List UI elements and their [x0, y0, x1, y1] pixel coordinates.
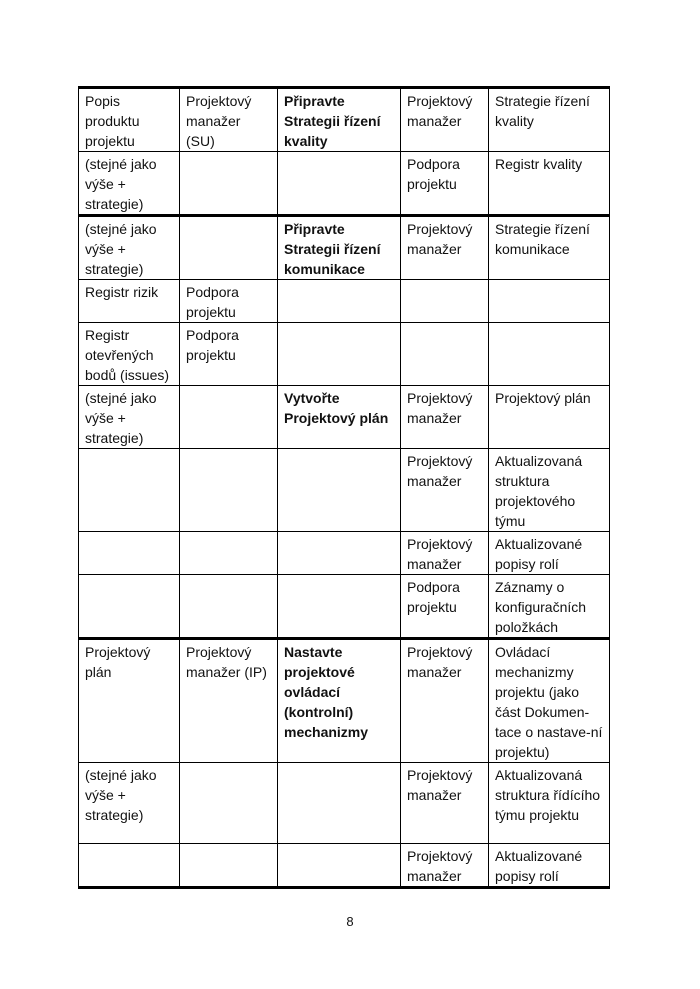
- table-cell-input: Registr otevřených bodů (issues): [79, 323, 180, 386]
- table-row: [79, 575, 610, 639]
- table-row: [79, 763, 610, 844]
- table-cell-activity: Vytvořte Projektový plán: [278, 386, 401, 449]
- table-cell-owner: Projektový manažer: [401, 532, 489, 575]
- table-cell-output: Projektový plán: [489, 386, 610, 449]
- table-cell-responsible: Podpora projektu: [180, 280, 278, 323]
- table-row: [79, 216, 610, 280]
- table-row: [79, 639, 610, 763]
- table-cell-responsible: Podpora projektu: [180, 323, 278, 386]
- table-cell-input: Popis produktu projektu: [79, 88, 180, 152]
- table-cell-responsible: [180, 386, 278, 449]
- table-cell-output: Záznamy o konfiguračních položkách: [489, 575, 610, 639]
- table-cell-responsible: [180, 763, 278, 844]
- table-row: [79, 386, 610, 449]
- table-cell-input: [79, 532, 180, 575]
- table-row: [79, 844, 610, 888]
- table-cell-owner: Projektový manažer: [401, 763, 489, 844]
- table-cell-input: [79, 844, 180, 888]
- table-row: [79, 88, 610, 152]
- table-cell-owner: Podpora projektu: [401, 152, 489, 216]
- table-cell-owner: Projektový manažer: [401, 844, 489, 888]
- table-cell-responsible: [180, 844, 278, 888]
- table-cell-output: Aktualizované popisy rolí: [489, 532, 610, 575]
- table-cell-activity: [278, 449, 401, 532]
- table-cell-output: Aktualizovaná struktura řídícího týmu projektu: [489, 763, 610, 844]
- table-cell-owner: [401, 280, 489, 323]
- table-cell-output: Strategie řízení komunikace: [489, 216, 610, 280]
- table-cell-owner: Projektový manažer: [401, 88, 489, 152]
- table-cell-input: [79, 575, 180, 639]
- table-cell-input: Projektový plán: [79, 639, 180, 763]
- table-cell-activity: [278, 763, 401, 844]
- table-cell-activity: [278, 323, 401, 386]
- table-cell-activity: [278, 532, 401, 575]
- table-row: [79, 449, 610, 532]
- table-cell-output: Aktualizovaná struktura projektového týmu: [489, 449, 610, 532]
- table-cell-activity: [278, 152, 401, 216]
- table-cell-responsible: [180, 575, 278, 639]
- table-cell-responsible: [180, 152, 278, 216]
- table-row: [79, 323, 610, 386]
- table-cell-activity: [278, 844, 401, 888]
- table-cell-input: Registr rizik: [79, 280, 180, 323]
- table-cell-responsible: [180, 532, 278, 575]
- table-cell-output: Registr kvality: [489, 152, 610, 216]
- table-cell-activity: Připravte Strategii řízení komunikace: [278, 216, 401, 280]
- table-cell-owner: Projektový manažer: [401, 386, 489, 449]
- table-cell-output: Aktualizované popisy rolí: [489, 844, 610, 888]
- table-cell-activity: [278, 575, 401, 639]
- table-cell-output: [489, 280, 610, 323]
- table-cell-owner: [401, 323, 489, 386]
- table-cell-input: (stejné jako výše + strategie): [79, 386, 180, 449]
- table-cell-output: [489, 323, 610, 386]
- table-row: [79, 280, 610, 323]
- table-cell-owner: Projektový manažer: [401, 216, 489, 280]
- table-cell-input: [79, 449, 180, 532]
- table-cell-owner: Projektový manažer: [401, 639, 489, 763]
- table-row: [79, 532, 610, 575]
- activity-table: [78, 86, 610, 889]
- table-cell-activity: Nastavte projektové ovládací (kontrolní) mechanizmy: [278, 639, 401, 763]
- table-cell-input: (stejné jako výše + strategie): [79, 216, 180, 280]
- table-row: [79, 152, 610, 216]
- table-cell-input: (stejné jako výše + strategie): [79, 152, 180, 216]
- table-cell-input: (stejné jako výše + strategie): [79, 763, 180, 844]
- table-cell-activity: [278, 280, 401, 323]
- table-cell-responsible: [180, 449, 278, 532]
- table-cell-owner: Projektový manažer: [401, 449, 489, 532]
- page-number: 8: [346, 914, 354, 929]
- table-cell-responsible: [180, 216, 278, 280]
- table-cell-responsible: Projektový manažer (IP): [180, 639, 278, 763]
- table-cell-output: Ovládací mechanizmy projektu (jako část Dokumen-tace o nastave-ní projektu): [489, 639, 610, 763]
- table-cell-activity: Připravte Strategii řízení kvality: [278, 88, 401, 152]
- table-cell-responsible: Projektový manažer (SU): [180, 88, 278, 152]
- table-cell-owner: Podpora projektu: [401, 575, 489, 639]
- table-cell-output: Strategie řízení kvality: [489, 88, 610, 152]
